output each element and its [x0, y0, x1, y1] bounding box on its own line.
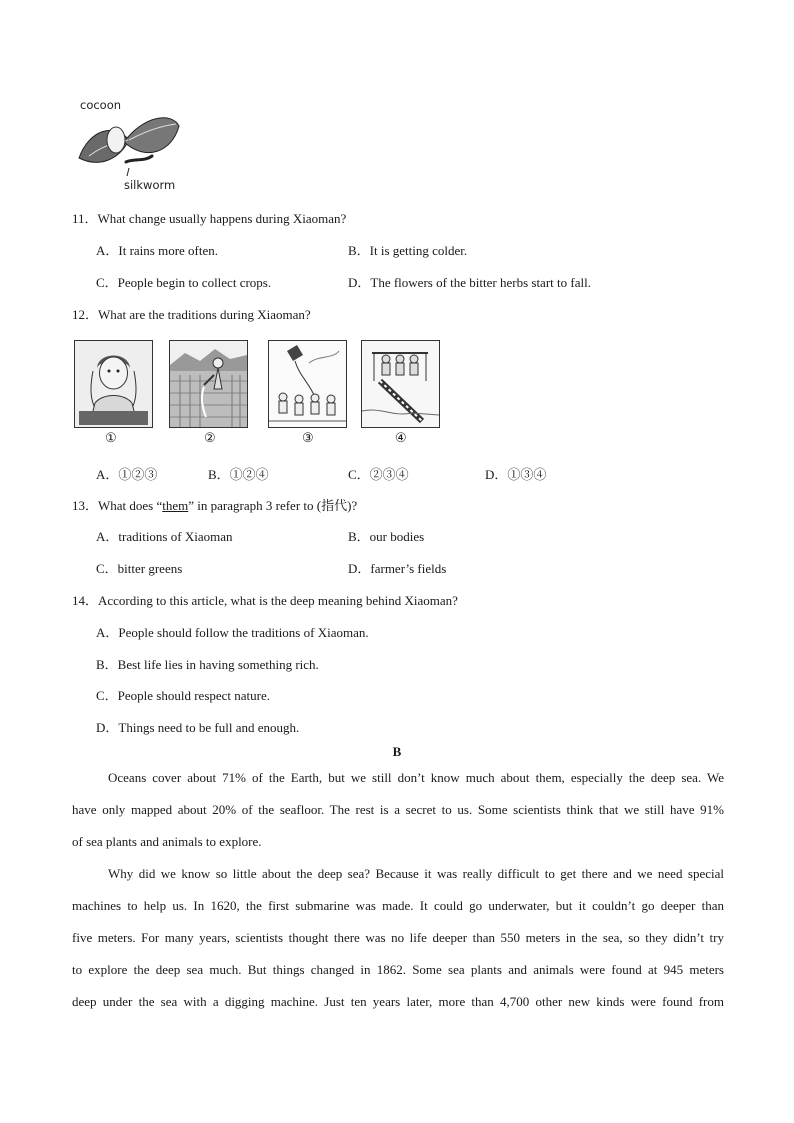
question-12-option-b[interactable]: B．①②④	[208, 467, 269, 482]
question-13-stem-prefix: 13．What does “	[72, 498, 163, 513]
question-12-option-c[interactable]: C．②③④	[348, 467, 409, 482]
section-b-title: B	[392, 744, 402, 759]
question-12-option-d[interactable]: D．①③④	[485, 467, 547, 482]
question-13-option-d[interactable]: D．farmer’s fields	[348, 561, 447, 576]
paragraph-2-line-5: deep under the sea with a digging machine. Just ten years later, more than 4,700 other new kinds were found from	[72, 994, 724, 1009]
question-11-option-d[interactable]: D．The flowers of the bitter herbs start to fall.	[348, 275, 591, 290]
question-13-underlined-word: them	[162, 498, 189, 513]
picture-4-pedaling-water-wheel	[361, 340, 440, 428]
question-14-option-c[interactable]: C．People should respect nature.	[96, 688, 271, 703]
picture-label-3: ③	[302, 430, 314, 445]
question-12-option-a[interactable]: A．①②③	[96, 467, 158, 482]
question-11-option-b[interactable]: B．It is getting colder.	[348, 243, 468, 258]
paragraph-1-line-1: Oceans cover about 71% of the Earth, but we still don’t know much about them, especially the deep sea. We	[108, 770, 724, 785]
section-b-paragraph-1	[72, 762, 724, 858]
question-13-option-a[interactable]: A．traditions of Xiaoman	[96, 529, 233, 544]
figure-label-silkworm: silkworm	[124, 178, 176, 192]
picture-2-farmer-watering-field	[169, 340, 248, 428]
picture-3-children-flying-kite	[268, 340, 347, 428]
question-14-option-b[interactable]: B．Best life lies in having something rich.	[96, 657, 319, 672]
question-13-stem-suffix: ” in paragraph 3 refer to (指代)?	[188, 498, 358, 513]
paragraph-1-line-3: of sea plants and animals to explore.	[72, 834, 262, 849]
paragraph-2-line-1: Why did we know so little about the deep sea? Because it was really difficult to get there and we need special	[108, 866, 724, 881]
question-11-option-c[interactable]: C．People begin to collect crops.	[96, 275, 272, 290]
picture-label-4: ④	[395, 430, 407, 445]
question-11-stem: 11．What change usually happens during Xiaoman?	[72, 211, 347, 226]
figure-label-cocoon: cocoon	[80, 98, 122, 112]
question-13-stem	[72, 495, 357, 514]
picture-label-1: ①	[105, 430, 117, 445]
picture-label-2: ②	[204, 430, 216, 445]
question-14-option-a[interactable]: A．People should follow the traditions of Xiaoman.	[96, 625, 369, 640]
paragraph-2-line-4: to explore the deep sea much. But things changed in 1862. Some sea plants and animals were found at 945 meters	[72, 962, 724, 977]
question-14-option-d[interactable]: D．Things need to be full and enough.	[96, 720, 300, 735]
silkworm-leaves-illustration	[74, 110, 184, 180]
section-b-paragraph-2	[72, 858, 724, 1018]
paragraph-1-line-2: have only mapped about 20% of the seafloor. The rest is a secret to us. Some scientists think that we still have 91%	[72, 802, 724, 817]
question-11-option-a[interactable]: A．It rains more often.	[96, 243, 219, 258]
question-12-stem: 12．What are the traditions during Xiaoman?	[72, 307, 311, 322]
question-13-option-b[interactable]: B．our bodies	[348, 529, 425, 544]
paragraph-2-line-2: machines to help us. In 1620, the first submarine was made. It could go underwater, but it couldn’t go deeper than	[72, 898, 724, 913]
picture-1-girl-raising-silkworms	[74, 340, 153, 428]
paragraph-2-line-3: five meters. For many years, scientists thought there was no life deeper than 550 meters in the sea, so they didn’t try	[72, 930, 724, 945]
question-13-option-c[interactable]: C．bitter greens	[96, 561, 183, 576]
question-14-stem: 14．According to this article, what is the deep meaning behind Xiaoman?	[72, 593, 458, 608]
silkworm-cocoon-figure	[74, 98, 184, 194]
